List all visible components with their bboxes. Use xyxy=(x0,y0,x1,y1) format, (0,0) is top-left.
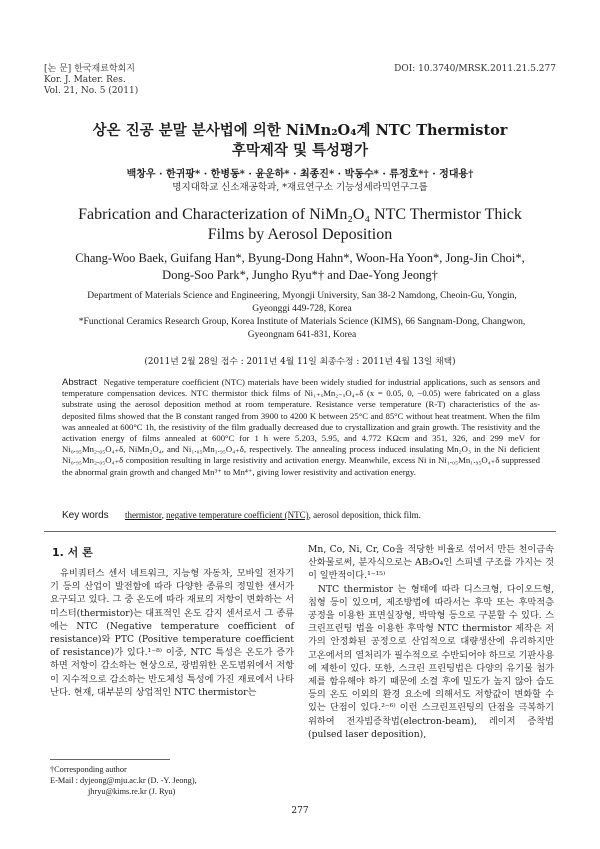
body-column-left xyxy=(50,567,294,699)
section-heading-introduction: 1. 서 론 xyxy=(52,546,93,559)
paragraph: 유비쿼터스 센서 네트워크, 지능형 자동차, 모바일 전자기기 등의 산업이 발전함에 따라 다양한 종류의 정밀한 센서가 요구되고 있다. 그 중 온도에 따라 재료의 저항이 변화하는 서미스터(thermistor)는 대표적인 온도 감지 센서로서 그 종류에는 NTC (Negative temperature coefficient of resistance)와 PTC (Positive temperature coefficient of resistance)가 있다.¹⁻⁸⁾ 이중, NTC 특성은 온도가 증가하면 저항이 감소하는 현상으로, 광범위한 온도범위에서 저항이 지수적으로 감소하는 반도체성 특성에 가진 재료에서 나타난다. 현재, 대부분의 상업적인 NTC thermistor는 xyxy=(50,568,294,698)
paragraph: NTC thermistor 는 형태에 따라 디스크형, 다이오드형, 칩형 등이 있으며, 제조방법에 따라서는 후막 또는 후막적층 공정을 이용한 표면실장형, 박막형 등으로 구분할 수 있다. 스크린프린팅 법을 이용한 후막형 NTC thermistor 제작은 저가의 안정화된 공정으로 산업적으로 대량생산에 유리하지만 고온에서의 열처리가 필수적으로 수반되어야 하므로 기판사용에 제한이 있다. 또한, 스크린 프린팅법은 다양의 유기물 첨가제를 함유해야 하기 때문에 소결 후에 밀도가 높지 않아 습도 등의 온도 이외의 환경 요소에 의해서도 저항값이 변화할 수 있는 단점이 있다.²⁻⁶⁾ 이런 스크린프린팅의 단점을 극복하기 위하여 전자빔증착법(electron-beam), 레이저 증착법(pulsed laser deposition), xyxy=(308,583,554,740)
journal-name-ko: [논 문] 한국재료학회지 xyxy=(44,64,135,74)
affiliation-english-2: *Functional Ceramics Research Group, Korea Institute of Materials Science (KIMS), 66 Sangnam-Dong, Changwon, Gyeongnam 641-831, Korea xyxy=(78,317,526,340)
footnote-email-1[interactable]: E-Mail : dyjeong@mju.ac.kr (D. -Y. Jeong), xyxy=(50,776,197,785)
journal-volume: Vol. 21, No. 5 (2011) xyxy=(44,86,139,96)
abstract-text: Negative temperature coefficient (NTC) materials have been widely studied for industrial applications, such as sensors and temperature compensation devices. NTC thermistor thick films of Ni₁₊ₓMn₂₋ₓO₄₊δ (x = 0.05, 0, −0.05) were fabricated on a glass substrate using the aerosol deposition method at room temperature. Resistance verse temperature (R-T) characteristics of the as-deposited films showed that the B constant ranged from 3900 to 4200 K between 25°C and 85°C without heat treatment. When the film was annealed at 600°C 1h, the resistivity of the film gradually decreased due to crystallization and grain growth. The resistivity and the activation energy of films annealed at 600°C for 1 h were 5.203, 5.95, and 4.772 KΩcm and 351, 326, and 299 meV for Ni₀.₉₅Mn₂.₀₅O₄₊δ, NiMn₂O₄, and Ni₁.₀₅Mn₁.₉₅O₄₊δ, respectively. The annealing process induced insulating Mn₂O₃ in the Ni deficient Ni₀.₉₅Mn₂.₀₅O₄₊δ composition resulting in large resistivity and activation energy. Meanwhile, excess Ni in Ni₁.₀₅Mn₁.₉₅O₄₊δ suppressed the abnormal grain growth and changed Mn³⁺ to Mn⁴⁺, giving lower resistivity and activation energy. xyxy=(62,377,540,477)
doi[interactable]: DOI: 10.3740/MRSK.2011.21.5.277 xyxy=(394,64,556,74)
title-korean xyxy=(0,121,600,161)
title-korean-line-2: 후막제작 및 특성평가 xyxy=(231,142,369,159)
abstract-label: Abstract xyxy=(62,377,97,388)
keyword-3: aerosol deposition, thick film. xyxy=(313,510,421,520)
journal-header xyxy=(44,64,138,97)
keyword-1[interactable]: thermistor xyxy=(124,510,162,520)
authors-english-line-1: Chang-Woo Baek, Guifang Han*, Byung-Dong Hahn*, Woon-Ha Yoon*, Jong-Jin Choi*, xyxy=(75,251,525,265)
title-english-line-1: Fabrication and Characterization of NiMn₂O₄ NTC Thermistor Thick xyxy=(78,206,522,223)
section-divider xyxy=(44,531,556,532)
page-number: 277 xyxy=(291,806,309,816)
title-english-line-2: Films by Aerosol Deposition xyxy=(207,226,393,243)
received-dates: (2011년 2월 28일 접수 : 2011년 4월 11일 최종수정 : 2011년 4월 13일 채택) xyxy=(144,357,456,367)
paragraph: Mn, Co, Ni, Cr, Co을 적당한 비율로 섞어서 만든 천이금속 산화물로써, 분자식으로는 AB₂O₄인 스피넬 구조를 가지는 것이 일반적이다.¹⁻¹⁵⁾ xyxy=(308,544,554,582)
authors-english-line-2: Dong-Soo Park*, Jungho Ryu*† and Dae-Yong Jeong† xyxy=(162,268,438,282)
keywords: Key words thermistor, negative temperature coefficient (NTC), aerosol deposition, thick film. xyxy=(62,510,421,521)
affiliation-english xyxy=(72,290,532,342)
footnote-divider xyxy=(50,759,170,760)
footnote-email-2[interactable]: jhryu@kims.re.kr (J. Ryu) xyxy=(88,787,176,796)
authors-english xyxy=(40,250,560,284)
affiliation-korean: 명지대학교 신소재공학과, *재료연구소 기능성세라믹연구그룹 xyxy=(172,182,428,193)
authors-korean: 백창우 · 한귀팡* · 한병동* · 윤운하* · 최종진* · 박동수* · 류정호*† · 정대용† xyxy=(126,169,474,180)
title-korean-line-1: 상온 진공 분말 분사법에 의한 NiMn₂O₄계 NTC Thermistor xyxy=(92,122,508,139)
footnote xyxy=(50,764,197,797)
title-english xyxy=(30,205,570,245)
keywords-label: Key words xyxy=(62,510,109,521)
body-column-right xyxy=(308,543,554,741)
footnote-corresponding: †Corresponding author xyxy=(50,765,127,774)
keyword-2[interactable]: negative temperature coefficient (NTC) xyxy=(166,510,309,520)
abstract xyxy=(62,377,540,478)
affiliation-english-1: Department of Materials Science and Engineering, Myongji University, San 38-2 Namdong, Cheoin-Gu, Yongin, Gyeonggi 449-728, Korea xyxy=(87,291,517,314)
journal-name-en: Kor. J. Mater. Res. xyxy=(44,75,126,85)
